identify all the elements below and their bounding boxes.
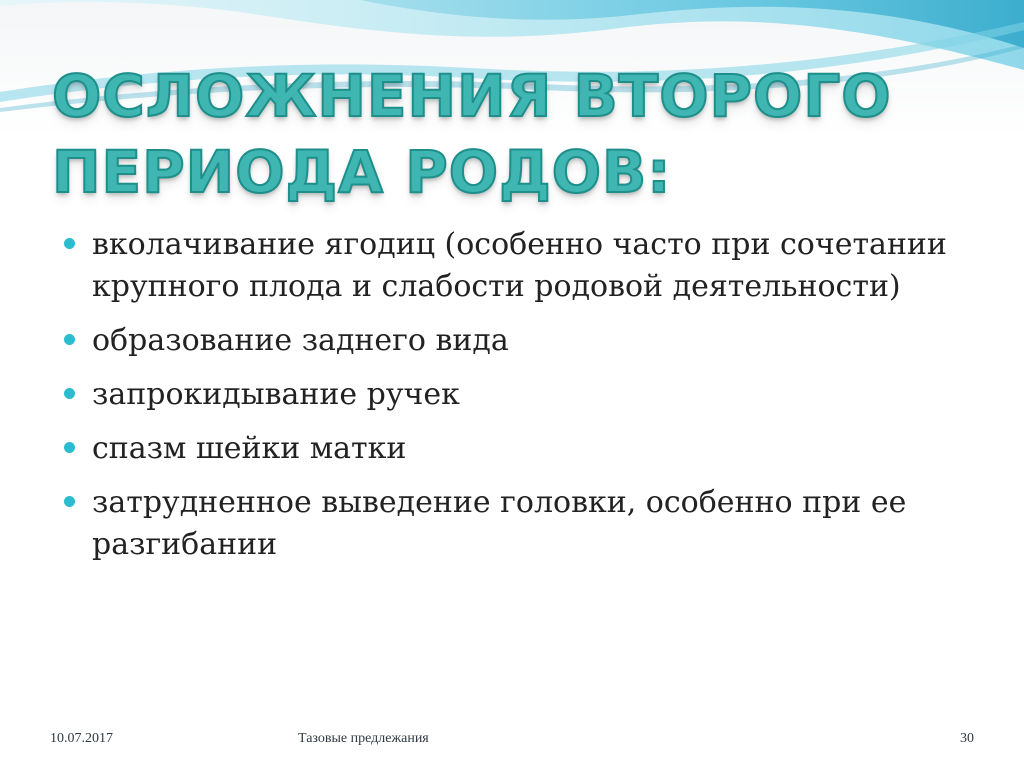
footer-date: 10.07.2017 bbox=[50, 731, 113, 746]
slide-title bbox=[52, 58, 952, 210]
bullet-dot-icon bbox=[64, 238, 75, 249]
bullet-text-1: вколачивание ягодиц (особенно часто при сочетании крупного плода и слабости родовой деятельности) bbox=[92, 227, 976, 304]
bullet-dot-icon bbox=[64, 496, 75, 507]
bullet-text-3: запрокидывание ручек bbox=[92, 377, 460, 412]
bullet-list bbox=[62, 224, 976, 566]
bullet-dot-icon bbox=[64, 388, 75, 399]
bullet-item-3 bbox=[62, 374, 962, 416]
slide-title-line-1: ОСЛОЖНЕНИЯ ВТОРОГО bbox=[52, 62, 892, 130]
slide-footer bbox=[0, 731, 1024, 753]
bullet-text-4: спазм шейки матки bbox=[92, 431, 407, 466]
footer-page-number: 30 bbox=[960, 731, 974, 746]
footer-title: Тазовые предлежания bbox=[298, 731, 429, 746]
bullet-item-2 bbox=[62, 320, 962, 362]
bullet-item-4 bbox=[62, 428, 962, 470]
slide-content bbox=[62, 224, 976, 578]
bullet-text-5: затрудненное выведение головки, особенно при ее разгибании bbox=[92, 485, 916, 562]
bullet-item-5 bbox=[62, 482, 962, 566]
bullet-text-2: образование заднего вида bbox=[92, 323, 509, 358]
bullet-dot-icon bbox=[64, 442, 75, 453]
bullet-dot-icon bbox=[64, 334, 75, 345]
bullet-item-1 bbox=[62, 224, 976, 308]
slide-title-line-2: ПЕРИОДА РОДОВ: bbox=[52, 138, 672, 206]
